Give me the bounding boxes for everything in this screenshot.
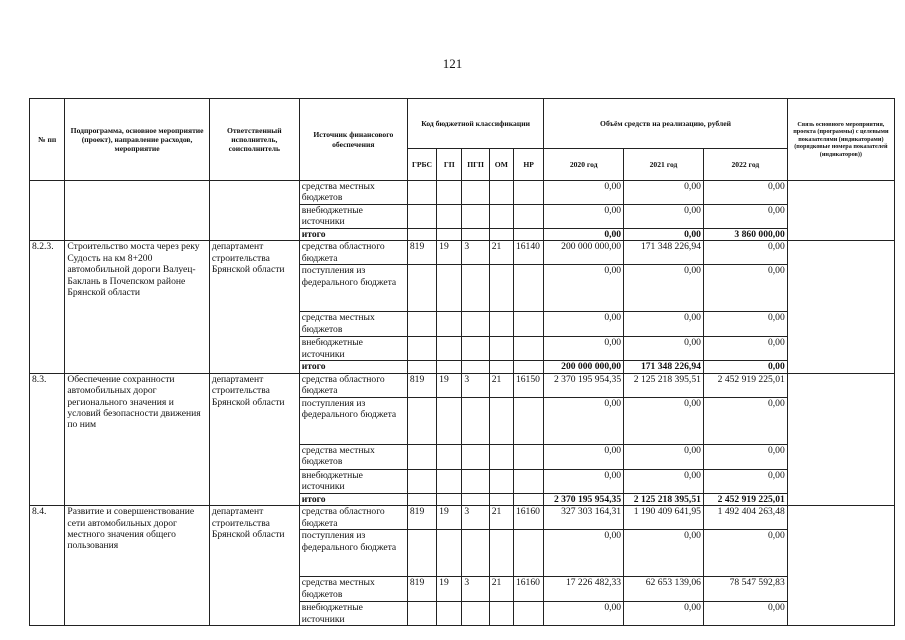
header-indicator-link: Связь основного мероприятия, проекта (программы) с целевыми показателями (индикаторами) (порядковые номера показателей (индикаторов))	[787, 99, 894, 181]
nr-cell: 16160	[513, 577, 543, 602]
gp-cell: 19	[437, 373, 462, 397]
value-2021: 0,00	[624, 265, 704, 312]
pgp-cell: 3	[462, 577, 489, 602]
source-cell: средства местных бюджетов	[299, 444, 407, 469]
value-2022: 0,00	[703, 469, 787, 493]
subprogram-cell: Обеспечение сохранности автомобильных дорог регионального значения и условий безопасности движения по ним	[65, 373, 209, 505]
value-2021: 2 125 218 395,51	[624, 493, 704, 505]
grbs-cell: 819	[407, 577, 436, 602]
source-cell: средства областного бюджета	[299, 373, 407, 397]
value-2020: 200 000 000,00	[544, 361, 624, 373]
value-2021: 0,00	[624, 205, 704, 229]
value-2020: 0,00	[544, 265, 624, 312]
value-2022: 0,00	[703, 312, 787, 337]
value-2020: 2 370 195 954,35	[544, 373, 624, 397]
no-cell: 8.4.	[30, 506, 65, 626]
value-2022: 0,00	[703, 397, 787, 444]
executor-cell: департамент строительства Брянской области	[209, 506, 299, 626]
header-year-2021: 2021 год	[624, 149, 704, 181]
executor-cell	[209, 181, 299, 241]
nr-cell: 16150	[513, 373, 543, 397]
table-row	[30, 241, 895, 265]
source-cell: внебюджетные источники	[299, 602, 407, 626]
value-2022: 2 452 919 225,01	[703, 373, 787, 397]
no-cell: 8.2.3.	[30, 241, 65, 373]
value-2021: 0,00	[624, 444, 704, 469]
source-cell: итого	[299, 229, 407, 241]
value-2020: 0,00	[544, 444, 624, 469]
value-2022: 0,00	[703, 205, 787, 229]
source-cell: поступления из федерального бюджета	[299, 265, 407, 312]
value-2022: 0,00	[703, 241, 787, 265]
indicator-cell	[787, 241, 894, 373]
header-year-2022: 2022 год	[703, 149, 787, 181]
value-2020: 327 303 164,31	[544, 506, 624, 530]
page-number: 121	[442, 56, 463, 71]
budget-table	[29, 98, 895, 626]
header-om: ОМ	[489, 149, 513, 181]
subprogram-cell	[65, 181, 209, 241]
om-cell: 21	[489, 577, 513, 602]
value-2022: 0,00	[703, 337, 787, 361]
source-cell: средства областного бюджета	[299, 241, 407, 265]
header-executor: Ответственный исполнитель, соисполнитель	[209, 99, 299, 181]
source-cell: средства местных бюджетов	[299, 181, 407, 205]
source-cell: внебюджетные источники	[299, 469, 407, 493]
value-2020: 0,00	[544, 530, 624, 577]
subprogram-cell: Развитие и совершенствование сети автомобильных дорог местного значения общего пользования	[65, 506, 209, 626]
indicator-cell	[787, 181, 894, 241]
value-2022: 78 547 592,83	[703, 577, 787, 602]
source-cell: внебюджетные источники	[299, 337, 407, 361]
value-2022: 1 492 404 263,48	[703, 506, 787, 530]
gp-cell: 19	[437, 241, 462, 265]
no-cell	[30, 181, 65, 241]
pgp-cell: 3	[462, 241, 489, 265]
source-cell: итого	[299, 361, 407, 373]
value-2021: 1 190 409 641,95	[624, 506, 704, 530]
value-2021: 0,00	[624, 229, 704, 241]
nr-cell: 16160	[513, 506, 543, 530]
value-2020: 0,00	[544, 602, 624, 626]
om-cell: 21	[489, 241, 513, 265]
grbs-cell: 819	[407, 373, 436, 397]
gp-cell: 19	[437, 577, 462, 602]
nr-cell: 16140	[513, 241, 543, 265]
value-2021: 171 348 226,94	[624, 241, 704, 265]
value-2021: 2 125 218 395,51	[624, 373, 704, 397]
header-grbs: ГРБС	[407, 149, 436, 181]
value-2022: 2 452 919 225,01	[703, 493, 787, 505]
value-2021: 0,00	[624, 181, 704, 205]
pgp-cell: 3	[462, 506, 489, 530]
value-2020: 0,00	[544, 337, 624, 361]
header-subprogram: Подпрограмма, основное мероприятие (проект), направление расходов, мероприятие	[65, 99, 209, 181]
indicator-cell	[787, 373, 894, 505]
value-2020: 200 000 000,00	[544, 241, 624, 265]
source-cell: средства местных бюджетов	[299, 577, 407, 602]
om-cell: 21	[489, 373, 513, 397]
om-cell: 21	[489, 506, 513, 530]
grbs-cell: 819	[407, 241, 436, 265]
value-2020: 0,00	[544, 312, 624, 337]
executor-cell: департамент строительства Брянской области	[209, 241, 299, 373]
value-2020: 0,00	[544, 229, 624, 241]
value-2021: 0,00	[624, 530, 704, 577]
value-2021: 0,00	[624, 312, 704, 337]
value-2021: 0,00	[624, 397, 704, 444]
value-2021: 0,00	[624, 337, 704, 361]
header-kbk: Код бюджетной классификации	[407, 99, 543, 149]
value-2022: 0,00	[703, 602, 787, 626]
value-2021: 0,00	[624, 469, 704, 493]
header-year-2020: 2020 год	[544, 149, 624, 181]
source-cell: поступления из федерального бюджета	[299, 530, 407, 577]
table-row	[30, 181, 895, 205]
header-nr: НР	[513, 149, 543, 181]
table-row	[30, 506, 895, 530]
value-2020: 2 370 195 954,35	[544, 493, 624, 505]
value-2020: 0,00	[544, 397, 624, 444]
value-2022: 0,00	[703, 181, 787, 205]
value-2022: 0,00	[703, 361, 787, 373]
source-cell: внебюджетные источники	[299, 205, 407, 229]
header-source: Источник финансового обеспечения	[299, 99, 407, 181]
value-2022: 0,00	[703, 530, 787, 577]
source-cell: средства местных бюджетов	[299, 312, 407, 337]
header-no: № пп	[30, 99, 65, 181]
header-funds: Объём средств на реализацию, рублей	[544, 99, 787, 149]
value-2020: 0,00	[544, 181, 624, 205]
pgp-cell: 3	[462, 373, 489, 397]
source-cell: средства областного бюджета	[299, 506, 407, 530]
value-2021: 62 653 139,06	[624, 577, 704, 602]
value-2021: 0,00	[624, 602, 704, 626]
value-2020: 0,00	[544, 205, 624, 229]
grbs-cell: 819	[407, 506, 436, 530]
value-2020: 0,00	[544, 469, 624, 493]
value-2022: 3 860 000,00	[703, 229, 787, 241]
value-2022: 0,00	[703, 444, 787, 469]
value-2022: 0,00	[703, 265, 787, 312]
source-cell: поступления из федерального бюджета	[299, 397, 407, 444]
executor-cell: департамент строительства Брянской области	[209, 373, 299, 505]
header-pgp: ПГП	[462, 149, 489, 181]
no-cell: 8.3.	[30, 373, 65, 505]
subprogram-cell: Строительство моста через реку Судость на км 8+200 автомобильной дороги Валуец-Баклань в Почепском районе Брянской области	[65, 241, 209, 373]
value-2021: 171 348 226,94	[624, 361, 704, 373]
indicator-cell	[787, 506, 894, 626]
source-cell: итого	[299, 493, 407, 505]
header-gp: ГП	[437, 149, 462, 181]
gp-cell: 19	[437, 506, 462, 530]
table-row	[30, 373, 895, 397]
value-2020: 17 226 482,33	[544, 577, 624, 602]
